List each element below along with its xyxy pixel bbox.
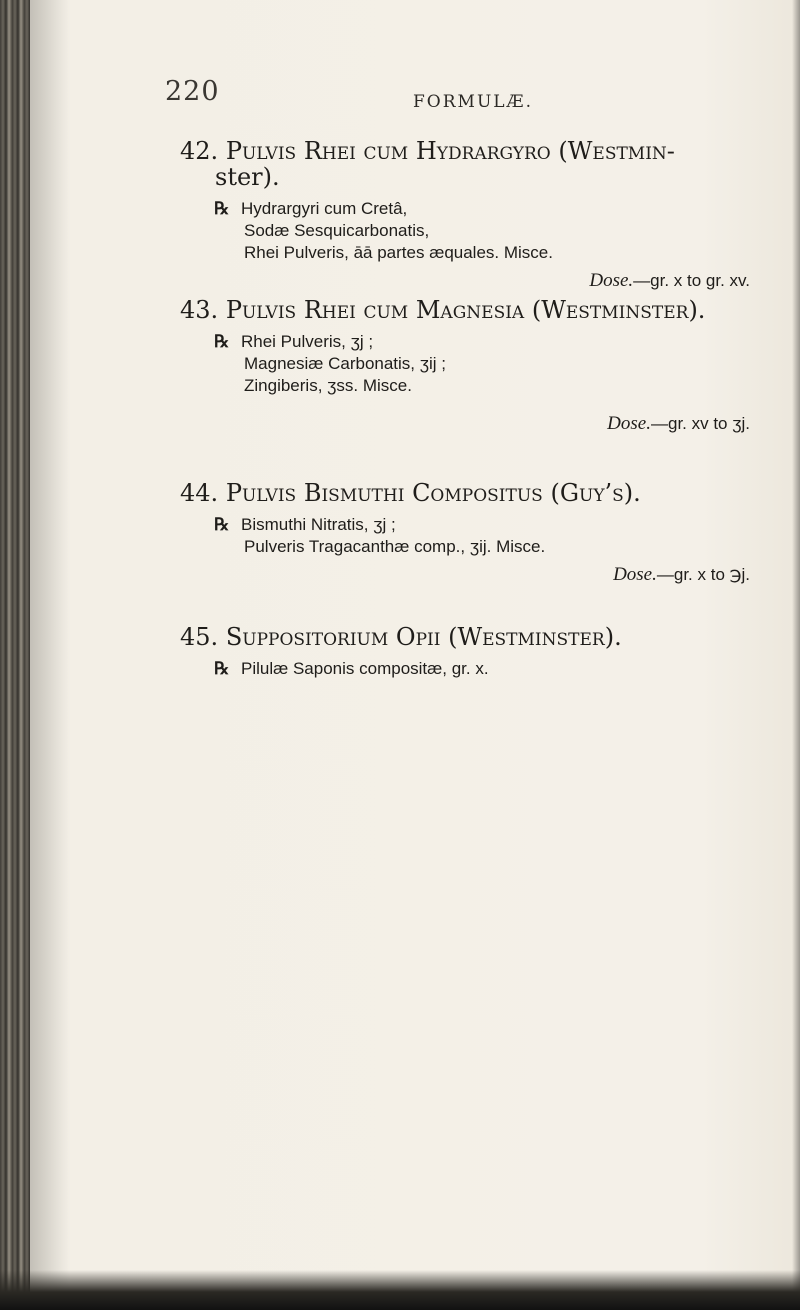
formula-45 (180, 624, 780, 680)
page-edge-bottom (0, 1270, 800, 1310)
ingredient-list (180, 198, 780, 264)
ingredient-list (180, 514, 780, 558)
recipe-symbol: ℞ (214, 659, 230, 679)
formula-number: 43. (180, 296, 219, 324)
dose-line (180, 564, 780, 586)
formula-title: Suppositorium Opii (Westminster). (225, 623, 622, 651)
formula-title: Pulvis Bismuthi Compositus (Guy’s). (225, 479, 641, 507)
ingredient-line: ℞ Bismuthi Nitratis, ʒj ; (214, 515, 396, 535)
ingredient-line: Zingiberis, ʒss. Misce. (244, 376, 412, 395)
formula-number: 44. (180, 479, 219, 507)
dose-label: Dose. (613, 564, 657, 585)
book-binding (0, 0, 30, 1310)
ingredient-line: Pulveris Tragacanthæ comp., ʒij. Misce. (244, 537, 546, 556)
formula-43 (180, 297, 780, 435)
formula-heading (180, 297, 780, 323)
ingredient-line: Rhei Pulveris, āā partes æquales. Misce. (244, 243, 553, 262)
ingredient-line: Sodæ Sesquicarbonatis, (244, 221, 430, 240)
page-number: 220 (165, 76, 220, 107)
formula-title: Pulvis Rhei cum Magnesia (Westminster). (225, 296, 706, 324)
ingredient-line: ℞ Rhei Pulveris, ʒj ; (214, 332, 374, 352)
ingredient-line: Magnesiæ Carbonatis, ʒij ; (244, 354, 447, 373)
ingredient-line: ℞ Pilulæ Saponis compositæ, gr. x. (214, 659, 489, 679)
ingredient-list (180, 331, 780, 397)
formula-heading (180, 624, 780, 650)
formula-number: 45. (180, 623, 219, 651)
gutter-shadow (30, 0, 70, 1310)
formula-title: Pulvis Rhei cum Hydrargyro (Westmin- (225, 137, 675, 165)
running-head: FORMULÆ. (413, 92, 533, 112)
dose-label: Dose. (607, 413, 651, 434)
formula-title-continuation: ster). (215, 163, 280, 191)
dose-value: —gr. x to ℈j. (656, 565, 750, 584)
dose-label: Dose. (589, 270, 634, 291)
dose-value: —gr. xv to ʒj. (650, 414, 750, 433)
formula-44 (180, 480, 780, 586)
formula-42 (180, 138, 780, 292)
formula-heading (180, 138, 780, 164)
ingredient-line: ℞ Hydrargyri cum Cretâ, (214, 199, 408, 219)
dose-value: —gr. x to gr. xv. (633, 271, 750, 290)
dose-line (180, 413, 780, 435)
recipe-symbol: ℞ (214, 515, 230, 535)
recipe-symbol: ℞ (214, 332, 230, 352)
dose-line (180, 270, 780, 292)
formula-number: 42. (180, 137, 219, 165)
ingredient-list (180, 658, 780, 680)
page-edge-right (792, 0, 800, 1310)
formula-heading (180, 480, 780, 506)
recipe-symbol: ℞ (214, 199, 230, 219)
